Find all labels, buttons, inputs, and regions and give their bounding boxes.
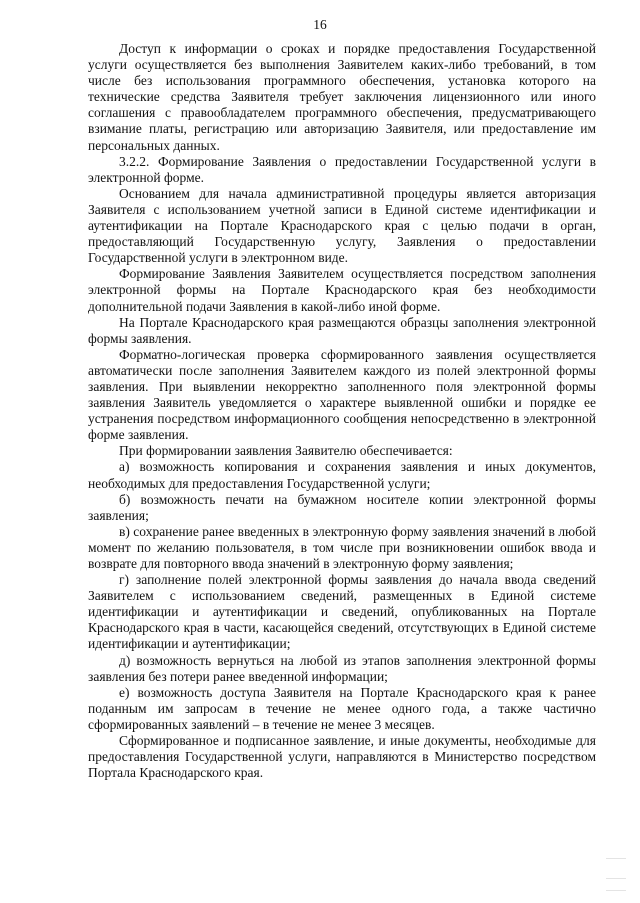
paragraph-section-3-2-2: 3.2.2. Формирование Заявления о предоставлении Государственной услуги в электронной форме. [88, 153, 596, 185]
paragraph-samples: На Портале Краснодарского края размещаются образцы заполнения электронной формы заявления. [88, 314, 596, 346]
list-item-g: г) заполнение полей электронной формы заявления до начала ввода сведений Заявителем с использованием сведений, размещенных в Единой системе идентификации и аутентификации и сведений, опубликованных на Портале Краснодарского края в части, касающейся сведений, отсутствующих в Единой системе идентификации и аутентификации; [88, 572, 596, 652]
paragraph-access-info: Доступ к информации о сроках и порядке предоставления Государственной услуги осуществляется без выполнения Заявителем каких-либо требований, в том числе без использования программного обеспечения, установка которого на технические средства Заявителя требует заключения лицензионного или иного соглашения с правообладателем программного обеспечения, предусматривающего взимание платы, регистрацию или авторизацию Заявителя, или предоставление им персональных данных. [88, 41, 596, 153]
paragraph-submission: Сформированное и подписанное заявление, и иные документы, необходимые для предоставления Государственной услуги, направляются в Министерство посредством Портала Краснодарского края. [88, 733, 596, 781]
paragraph-form-filling: Формирование Заявления Заявителем осуществляется посредством заполнения электронной формы на Портале Краснодарского края без необходимости дополнительной подачи Заявления в какой-либо иной форме. [88, 266, 596, 314]
list-item-b: б) возможность печати на бумажном носителе копии электронной формы заявления; [88, 491, 596, 523]
scan-edge-mark [606, 878, 626, 879]
paragraph-basis-procedure: Основанием для начала административной процедуры является авторизация Заявителя с использованием учетной записи в Единой системе идентификации и аутентификации на Портале Краснодарского края с целью подачи в орган, предоставляющий Государственную услугу, Заявления о предоставлении Государственной услуги в электронном виде. [88, 185, 596, 266]
list-item-d: д) возможность вернуться на любой из этапов заполнения электронной формы заявления без потери ранее введенной информации; [88, 652, 596, 684]
document-body [88, 41, 596, 781]
list-item-e: е) возможность доступа Заявителя на Портале Краснодарского края к ранее поданным им запросам в течение не менее одного года, а также частично сформированных заявлений – в течение не менее 3 месяцев. [88, 684, 596, 732]
page-number: 16 [313, 17, 327, 32]
scan-edge-mark [606, 890, 626, 891]
list-item-v: в) сохранение ранее введенных в электронную форму заявления значений в любой момент по желанию пользователя, в том числе при возникновении ошибок ввода и возврате для повторного ввода значений в электронную форму заявления; [88, 523, 596, 571]
list-item-a: а) возможность копирования и сохранения заявления и иных документов, необходимых для предоставления Государственной услуги; [88, 459, 596, 491]
scan-edge-mark [606, 858, 626, 859]
paragraph-provided-features: При формировании заявления Заявителю обеспечивается: [119, 443, 453, 459]
paragraph-validation: Форматно-логическая проверка сформированного заявления осуществляется автоматически после заполнения Заявителем каждого из полей электронной формы заявления. При выявлении некорректно заполненного поля электронной формы заявления Заявитель уведомляется о характере выявленной ошибки и порядке ее устранения посредством информационного сообщения непосредственно в электронной форме заявления. [88, 346, 596, 443]
